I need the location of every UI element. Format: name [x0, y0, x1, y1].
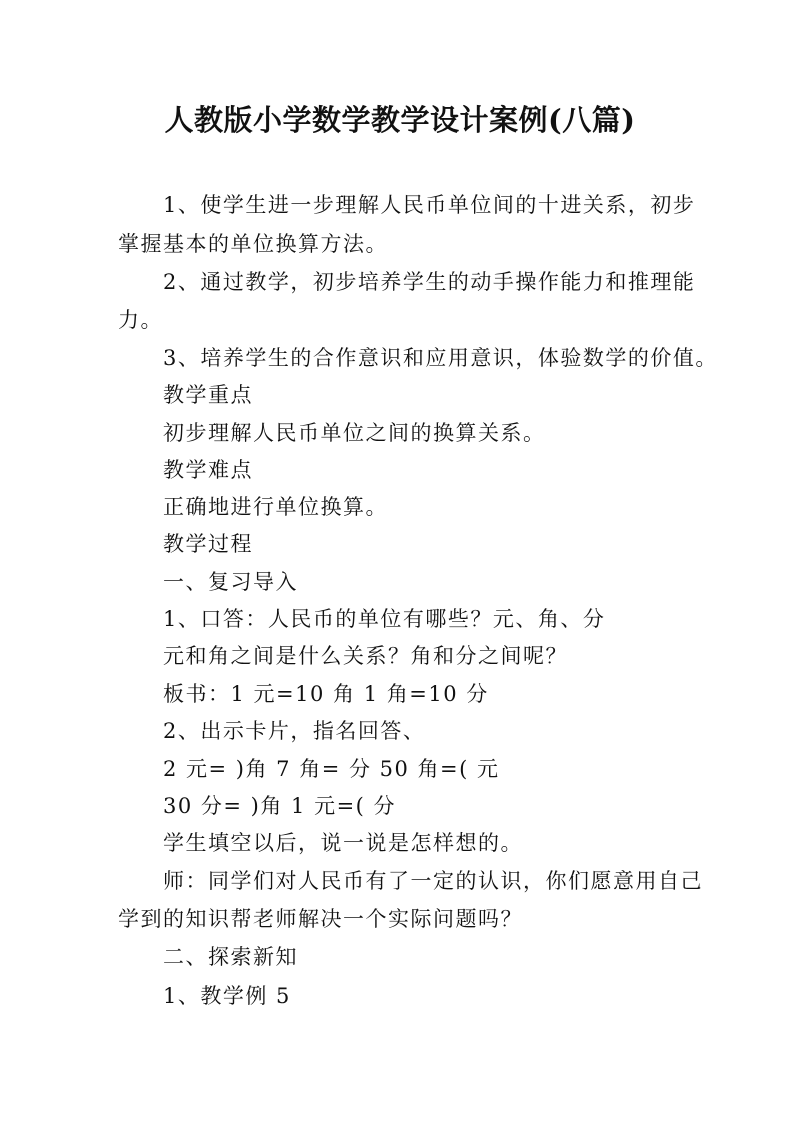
paragraph-line: 30 分= )角 1 元=( 分	[163, 794, 397, 818]
section-heading: 教学难点	[163, 458, 253, 482]
paragraph-line: 板书：1 元=10 角 1 角=10 分	[163, 682, 489, 706]
document-title: 人教版小学数学教学设计案例(八篇)	[164, 103, 636, 137]
section-heading: 教学重点	[163, 383, 253, 407]
paragraph-line: 正确地进行单位换算。	[163, 495, 388, 519]
section-heading: 一、复习导入	[163, 570, 298, 594]
paragraph-line: 1、使学生进一步理解人民币单位间的十进关系，初步	[163, 193, 696, 217]
paragraph-line: 学到的知识帮老师解决一个实际问题吗？	[118, 907, 523, 931]
paragraph-line: 力。	[118, 308, 163, 332]
paragraph-line: 师：同学们对人民币有了一定的认识，你们愿意用自己	[163, 869, 703, 893]
paragraph-line: 3、培养学生的合作意识和应用意识，体验数学的价值。	[163, 346, 718, 370]
paragraph-line: 2 元= )角 7 角= 分 50 角=( 元	[163, 757, 500, 781]
paragraph-line: 掌握基本的单位换算方法。	[118, 232, 388, 256]
paragraph-line: 元和角之间是什么关系？角和分之间呢？	[163, 644, 568, 668]
paragraph-line: 1、教学例 5	[163, 984, 291, 1008]
paragraph-line: 1、口答：人民币的单位有哪些？元、角、分	[163, 607, 606, 631]
paragraph-line: 2、通过教学，初步培养学生的动手操作能力和推理能	[163, 270, 696, 294]
paragraph-line: 学生填空以后，说一说是怎样想的。	[163, 831, 523, 855]
paragraph-line: 2、出示卡片，指名回答、	[163, 719, 426, 743]
paragraph-line: 初步理解人民币单位之间的换算关系。	[163, 421, 546, 445]
section-heading: 二、探索新知	[163, 945, 298, 969]
section-heading: 教学过程	[163, 532, 253, 556]
